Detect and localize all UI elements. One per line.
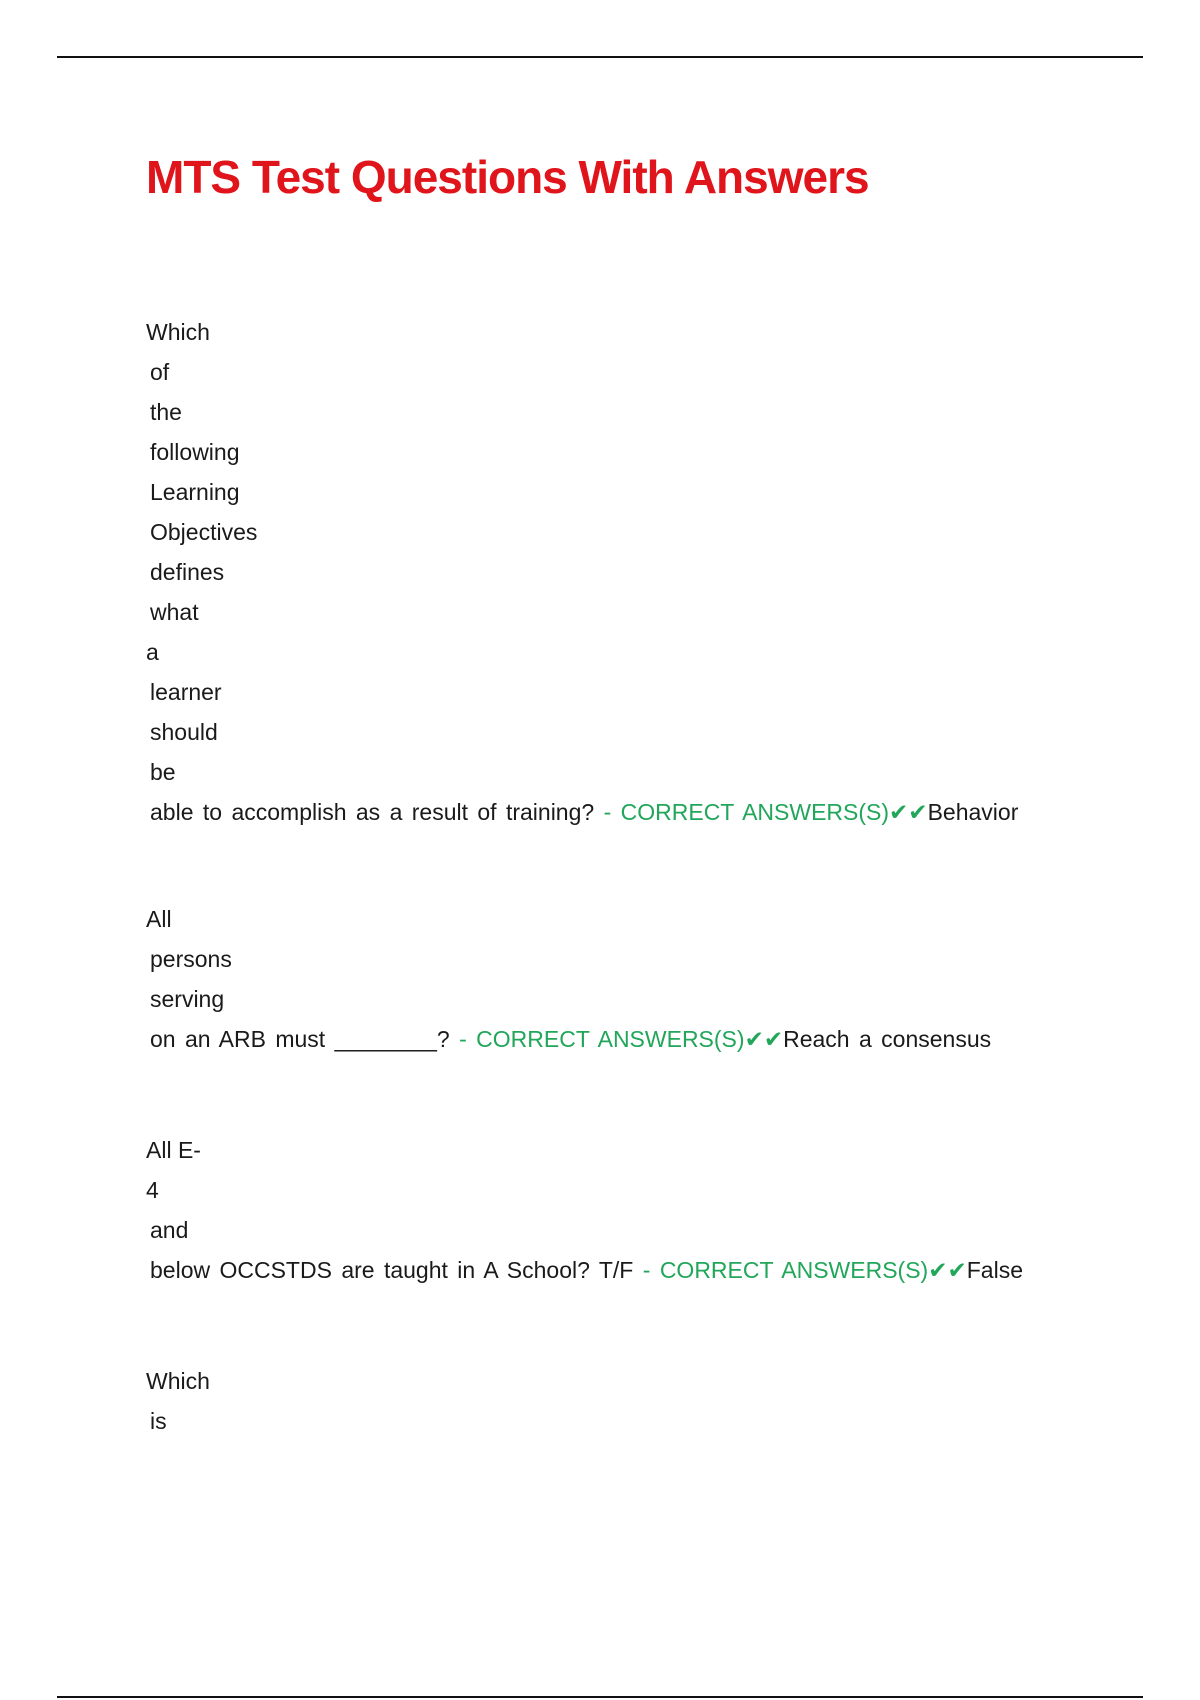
- correct-answer-label: CORRECT ANSWERS(S): [476, 1026, 745, 1052]
- question-word: All: [146, 906, 172, 932]
- question-word: should: [150, 719, 218, 745]
- answer-separator: -: [449, 1026, 477, 1052]
- question-1: [146, 312, 1018, 832]
- question-word: what: [150, 599, 199, 625]
- question-word: Objectives: [150, 519, 258, 545]
- question-word: serving: [150, 986, 225, 1012]
- question-word: All E-: [146, 1137, 201, 1163]
- answer-text: Behavior: [927, 799, 1019, 825]
- question-word: of: [150, 359, 170, 385]
- question-word: a: [146, 639, 159, 665]
- check-mark-icon: ✔✔: [928, 1257, 967, 1283]
- question-word: persons: [150, 946, 232, 972]
- question-word: Learning: [150, 479, 240, 505]
- question-word: learner: [150, 679, 222, 705]
- question-word: Which: [146, 1368, 210, 1394]
- answer-separator: -: [594, 799, 621, 825]
- answer-separator: -: [633, 1257, 660, 1283]
- question-word: be: [150, 759, 176, 785]
- question-text: below OCCSTDS are taught in A School? T/F: [150, 1257, 634, 1283]
- question-word: the: [150, 399, 182, 425]
- question-word: following: [150, 439, 240, 465]
- question-3: [146, 1130, 1023, 1290]
- correct-answer-label: CORRECT ANSWERS(S): [620, 799, 890, 825]
- question-word: is: [150, 1408, 167, 1434]
- answer-text: False: [966, 1257, 1023, 1283]
- check-mark-icon: ✔✔: [744, 1026, 784, 1052]
- question-word: defines: [150, 559, 225, 585]
- question-4: [146, 1361, 210, 1441]
- top-rule: [57, 56, 1143, 58]
- question-final-line: [146, 1250, 1023, 1290]
- question-2: [146, 899, 991, 1059]
- answer-text: Reach a consensus: [783, 1026, 992, 1052]
- correct-answer-label: CORRECT ANSWERS(S): [659, 1257, 929, 1283]
- bottom-rule: [57, 1696, 1143, 1698]
- document-title: MTS Test Questions With Answers: [146, 151, 869, 203]
- question-text: able to accomplish as a result of training?: [150, 799, 595, 825]
- check-mark-icon: ✔✔: [889, 799, 928, 825]
- question-word: and: [150, 1217, 189, 1243]
- question-final-line: [146, 1019, 991, 1059]
- question-final-line: [146, 792, 1018, 832]
- question-word: Which: [146, 319, 210, 345]
- question-word: 4: [146, 1177, 159, 1203]
- question-text: on an ARB must ________?: [150, 1026, 450, 1052]
